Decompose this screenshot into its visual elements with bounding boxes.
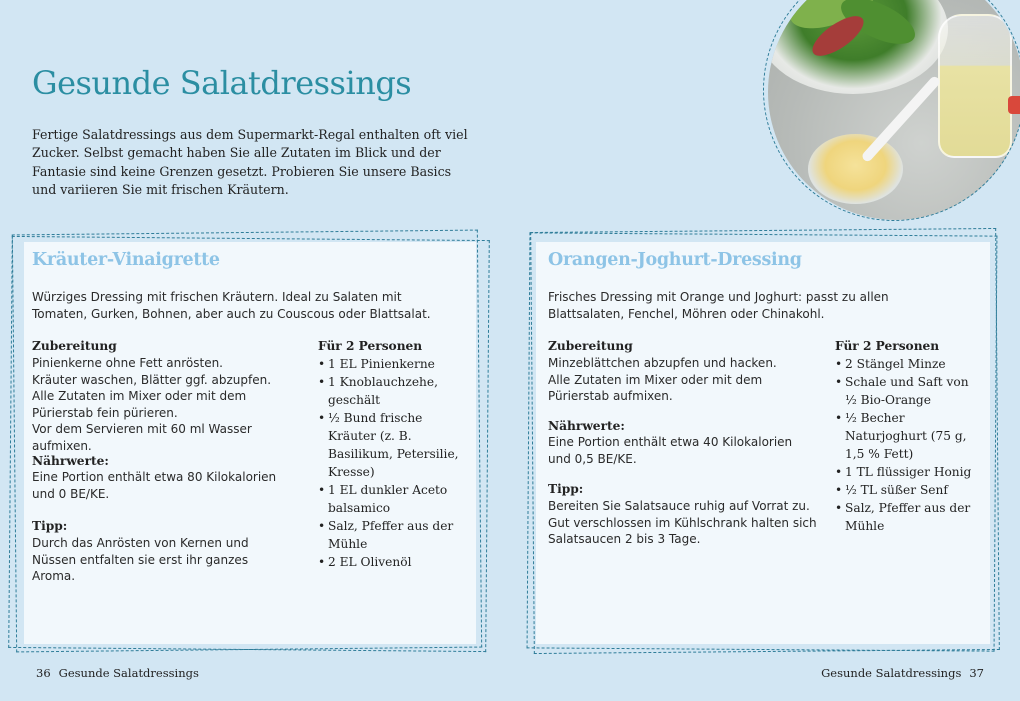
prep-heading-left: Zubereitung bbox=[32, 339, 117, 353]
ingredient-item: • ½ Becher Naturjoghurt (75 g, 1,5 % Fett) bbox=[835, 409, 980, 463]
prep-step: Kräuter waschen, Blätter ggf. abzupfen. bbox=[32, 372, 272, 387]
ingredient-item: • Schale und Saft von ½ Bio-Orange bbox=[835, 373, 980, 409]
page-number-right: 37 bbox=[969, 666, 984, 680]
recipe-title-right: Orangen-Joghurt-Dressing bbox=[548, 250, 802, 270]
ingredient-item: • 1 Knoblauchzehe, geschält bbox=[318, 373, 468, 409]
prep-text-right bbox=[548, 355, 818, 405]
prep-step: Pinienkerne ohne Fett anrösten. bbox=[32, 356, 223, 370]
recipe-description-left: Würziges Dressing mit frischen Kräutern. Ideal zu Salaten mit Tomaten, Gurken, Bohnen, aber auch zu Couscous oder Blattsalat. bbox=[32, 290, 431, 321]
photo-dashed-ring bbox=[763, 0, 1020, 221]
servings-left: Für 2 Personen bbox=[318, 339, 423, 353]
servings-right: Für 2 Personen bbox=[835, 339, 940, 353]
ingredient-list-right bbox=[835, 355, 980, 535]
footer-label-left: Gesunde Salatdressings bbox=[58, 666, 199, 680]
prep-step: Alle Zutaten im Mixer oder mit dem Pürierstab aufmixen. bbox=[548, 372, 763, 403]
ingredient-item: • Salz, Pfeffer aus der Mühle bbox=[835, 499, 980, 535]
recipe-description-right: Frisches Dressing mit Orange und Joghurt: passt zu allen Blattsalaten, Fenchel, Möhren oder Chinakohl. bbox=[548, 290, 889, 321]
footer-right bbox=[817, 666, 988, 680]
footer-left bbox=[32, 666, 203, 680]
prep-heading-right: Zubereitung bbox=[548, 339, 633, 353]
nutrition-heading-left: Nährwerte: bbox=[32, 454, 109, 468]
prep-text-left bbox=[32, 355, 302, 454]
prep-step: Alle Zutaten im Mixer oder mit dem Pürierstab fein pürieren. bbox=[32, 389, 247, 420]
footer-label-right: Gesunde Salatdressings bbox=[821, 666, 962, 680]
tip-text-right: Bereiten Sie Salatsauce ruhig auf Vorrat zu. Gut verschlossen im Kühlschrank halten sich Salatsaucen 2 bis 3 Tage. bbox=[548, 499, 817, 546]
ingredient-item: • 1 EL Pinienkerne bbox=[318, 355, 468, 373]
ingredient-item: • 1 TL flüssiger Honig bbox=[835, 463, 980, 481]
ingredient-item: • 2 EL Olivenöl bbox=[318, 553, 468, 571]
ingredient-item: • 2 Stängel Minze bbox=[835, 355, 980, 373]
tip-text-left: Durch das Anrösten von Kernen und Nüssen entfalten sie erst ihr ganzes Aroma. bbox=[32, 536, 249, 583]
tip-heading-left: Tipp: bbox=[32, 519, 68, 533]
prep-step: Minzeblättchen abzupfen und hacken. bbox=[548, 356, 777, 370]
intro-text: Fertige Salatdressings aus dem Supermarkt-Regal enthalten oft viel Zucker. Selbst gemacht haben Sie alle Zutaten im Blick und der Fantasie sind keine Grenzen gesetzt. Probieren Sie unsere Basics und variieren Sie mit frischen Kräutern. bbox=[32, 127, 468, 198]
tip-heading-right: Tipp: bbox=[548, 482, 584, 496]
prep-step: Vor dem Servieren mit 60 ml Wasser aufmixen. bbox=[32, 422, 252, 453]
page-title: Gesunde Salatdressings bbox=[32, 64, 412, 102]
nutrition-text-right: Eine Portion enthält etwa 40 Kilokalorien und 0,5 BE/KE. bbox=[548, 435, 793, 466]
nutrition-text-left: Eine Portion enthält etwa 80 Kilokalorien und 0 BE/KE. bbox=[32, 470, 277, 501]
page-number-left: 36 bbox=[36, 666, 51, 680]
recipe-title-left: Kräuter-Vinaigrette bbox=[32, 250, 220, 270]
nutrition-heading-right: Nährwerte: bbox=[548, 419, 625, 433]
ingredient-item: • Salz, Pfeffer aus der Mühle bbox=[318, 517, 468, 553]
ingredient-list-left bbox=[318, 355, 468, 571]
ingredient-item: • ½ TL süßer Senf bbox=[835, 481, 980, 499]
ingredient-item: • ½ Bund frische Kräuter (z. B. Basilikum, Petersilie, Kresse) bbox=[318, 409, 468, 481]
ingredient-item: • 1 EL dunkler Aceto balsamico bbox=[318, 481, 468, 517]
